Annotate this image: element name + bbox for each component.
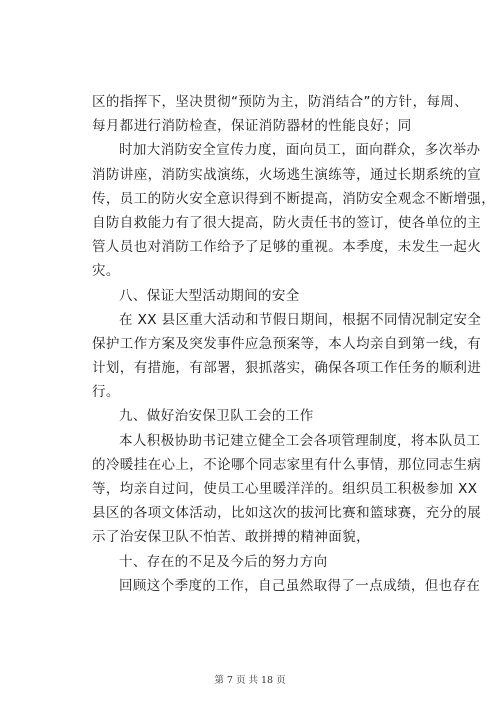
text-line: 区的指挥下，坚决贯彻“预防为主，防消结合”的方针，每周、 [92, 94, 469, 110]
text-line: 县区的各项文体活动，比如这次的拔河比赛和篮球赛，充分的展 [92, 505, 482, 522]
text-line: 的冷暖挂在心上，不论哪个同志家里有什么事情，那位同志生病 [92, 456, 482, 473]
text-line: 十、存在的不足及今后的努力方向 [119, 553, 328, 570]
text-line: 管人员也对消防工作给予了足够的重视。本季度，未发生一起火 [92, 239, 482, 256]
text-line: 九、做好治安保卫队工会的工作 [119, 408, 314, 425]
page-footer: 第 7 页 共 18 页 [214, 675, 286, 686]
text-line: 八、保证大型活动期间的安全 [119, 287, 300, 304]
text-line: 每月都进行消防检查，保证消防器材的性能良好；同 [92, 118, 412, 135]
text-line: 等，均亲自过问，使员工心里暖洋洋的。组织员工积极参加 XX [92, 481, 478, 497]
text-line: 传，员工的防火安全意识得到不断提高，消防安全观念不断增强， [92, 190, 496, 207]
text-line: 行。 [92, 384, 120, 401]
text-line: 灾。 [92, 263, 120, 280]
text-line: 回顾这个季度的工作，自己虽然取得了一点成绩，但也存在 [119, 577, 481, 594]
text-line: 本人积极协助书记建立健全工会各项管理制度，将本队员工 [119, 432, 481, 449]
document-body [92, 90, 496, 598]
text-line: 示了治安保卫队不怕苦、敢拼搏的精神面貌， [92, 529, 370, 546]
text-line: 保护工作方案及突发事件应急预案等，本人均亲自到第一线，有 [92, 335, 482, 352]
text-line: 计划，有措施，有部署，狠抓落实，确保各项工作任务的顺利进 [92, 360, 482, 377]
text-line: 在 XX 县区重大活动和节假日期间，根据不同情况制定安全 [119, 311, 482, 328]
text-line: 自防自救能力有了很大提高，防火责任书的签订，使各单位的主 [92, 214, 482, 231]
text-line: 消防讲座，消防实战演练，火场逃生演练等，通过长期系统的宣 [92, 166, 482, 183]
text-line: 时加大消防安全宣传力度，面向员工，面向群众，多次举办 [119, 142, 481, 159]
